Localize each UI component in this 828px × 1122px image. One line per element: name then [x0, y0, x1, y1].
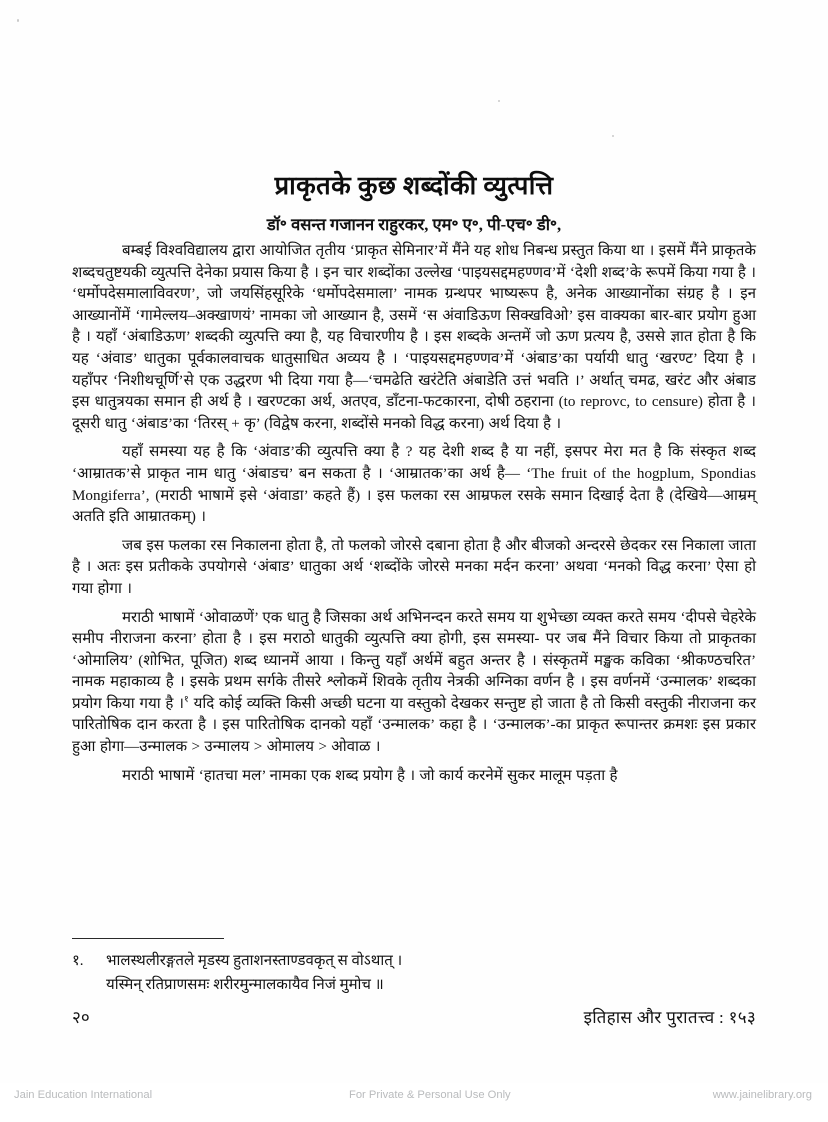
- body-text-column: [72, 241, 756, 787]
- footnote-line: [72, 949, 756, 973]
- paragraph: जब इस फलका रस निकालना होता है, तो फलको जोरसे दबाना होता है और बीजको अन्दरसे छेदकर रस निकाला जाता है । अतः इस प्रतीकके उपयोगसे ‘अंबाड’ धातुका अर्थ ‘शब्दोंके जोरसे मनका मर्दन करना’ अथवा ‘मनको विद्ध करना’ ऐसा हो गया होगा ।: [72, 537, 756, 597]
- paragraph: मराठी भाषामें ‘हातचा मल’ नामका एक शब्द प्रयोग है । जो कार्य करनेमें सुकर मालूम पड़ता है: [122, 767, 618, 784]
- paragraph: बम्बई विश्वविद्यालय द्वारा आयोजित तृतीय ‘प्राकृत सेमिनार’में मैंने यह शोध निबन्ध प्रस्तुत किया था । इसमें मैंने प्राकृतके शब्दचतुष्टयकी व्युत्पत्ति देनेका प्रयास किया है । इन चार शब्दोंका उल्लेख ‘पाइयसद्दमहण्णव’में ‘देशी शब्द’के रूपमें किया गया है । ‘धर्मोपदेसमालाविवरण’, जो जयसिंहसूरिके ‘धर्मोपदेसमाला’ नामक ग्रन्थपर भाष्यरूप है, अनेक आख्यानोंका संग्रह है । इन आख्यानोंमें ‘गामेल्लय–अक्खाणयं’ नामका जो आख्यान है, उसमें ‘स अंवाडिऊण सिक्खविओ’ इस वाक्यका बार-बार प्रयोग हुआ है । यहाँ ‘अंबाडिऊण’ शब्दकी व्युत्पत्ति क्या है, यह विचारणीय है । इस शब्दके अन्तमें जो ऊण प्रत्यय है, उससे ज्ञात होता है कि यह ‘अंवाड’ धातुका पूर्वकालवाचक धातुसाधित अव्यय है । ‘पाइयसद्दमहण्णव’में ‘अंबाड’का पर्यायी धातु ‘खरण्ट’ दिया है । यहाँपर ‘निशीथचूर्णि’से एक उद्धरण भी दिया गया है—‘चमढेति खरंटेति अंबाडेति उत्तं भवति ।’ अर्थात् चमढ, खरंट और अंबाड इस धातुत्रयका समान ही अर्थ है । खरण्टका अर्थ, अतएव, डाँटना-फटकारना, दोषी ठहराना (to reprovc, to censure) होता है । दूसरी धातु ‘अंबाड’का ‘तिरस् + कृ’ (विद्वेष करना, शब्दोंसे मनको विद्ध करना) अर्थ दिया है ।: [72, 243, 756, 432]
- author-byline: डॉ॰ वसन्त गजानन राहुरकर, एम॰ ए॰, पी-एच॰ डी॰,: [266, 214, 562, 234]
- scan-speck: [612, 135, 614, 137]
- paragraph: [72, 608, 756, 759]
- page-footer: [72, 1005, 756, 1028]
- scan-source-label: Jain Education International: [14, 1089, 153, 1101]
- running-title: इतिहास और पुरातत्त्व : १५३: [583, 1008, 756, 1027]
- footnote-block: [72, 949, 756, 997]
- paragraph-segment-after-marker: यदि कोई व्यक्ति किसी अच्छी घटना या वस्तुको देखकर सन्तुष्ट हो जाता है तो किसी वस्तुकी नीराजना कर पारितोषिक दान करता है । इस पारितोषिक दानको यहाँ ‘उन्मालक’ कहा है । ‘उन्मालक’-का प्राकृत रूपान्तर क्रमशः इस प्रकार हुआ होगा—उन्मालक > उन्मालय > ओमालय > ओवाळ ।: [72, 695, 756, 756]
- scan-speck: [17, 19, 19, 22]
- footnote-text-line-2: यस्मिन् रतिप्राणसमः शरीरमुन्मालकायैव निजं मुमोच ॥: [106, 977, 384, 993]
- footnote-reference-marker: १: [183, 694, 189, 705]
- paragraph: यहाँ समस्या यह है कि ‘अंवाड’की व्युत्पत्ति क्या है ? यह देशी शब्द है या नहीं, इसपर मेरा मत है कि संस्कृत शब्द ‘आम्रातक’से प्राकृत नाम धातु ‘अंबाडच’ बन सकता है । ‘आम्रातक’का अर्थ है— ‘The fruit of the hogplum, Spondias Mongiferra’, (मराठी भाषामें इसे ‘अंवाडा’ कहते हैं) । इस फलका रस आम्रफल रसके समान दिखाई देता है (देखिये—आम्रम् अतति इति आम्रातकम्) ।: [72, 444, 756, 526]
- scan-watermark-bar: [0, 1083, 828, 1122]
- page-title: प्राकृतके कुछ शब्दोंकी व्युत्पत्ति: [274, 171, 554, 200]
- folio-number: २०: [72, 1008, 90, 1027]
- scan-usage-notice: For Private & Personal Use Only: [349, 1089, 511, 1101]
- footnote-number: १.: [72, 953, 84, 969]
- footnote-separator-rule: [72, 938, 224, 939]
- title-block: [72, 170, 756, 235]
- footnote-text-line-1: भालस्थलीरङ्गतले मृडस्य हुताशनस्ताण्डवकृत् स वोऽथात् ।: [106, 953, 403, 969]
- paragraph-segment: मराठी भाषामें ‘ओवाळणें’ एक धातु है जिसका अर्थ अभिनन्दन करते समय या शुभेच्छा व्यक्त करते समय ‘दीपसे चेहरेके समीप नीराजना करना’ होता है । इस मराठो धातुकी व्युत्पत्ति क्या होगी, इस समस्या- पर जब मैंने विचार किया तो प्राकृतका ‘ओमालिय’ (शोभित, पूजित) शब्द ध्यानमें आया । किन्तु यहाँ अर्थमें बहुत अन्तर है । संस्कृतमें मङ्खक कविका ‘श्रीकण्ठचरित’ नामक महाकाव्य है । इसके प्रथम सर्गके तीसरे श्लोकमें शिवके तृतीय नेत्रकी अग्निका वर्णन है । इस वर्णनमें ‘उन्मालक’ शब्दका प्रयोग किया गया है ।: [72, 609, 756, 712]
- scan-speck: [498, 100, 500, 102]
- scan-website-url[interactable]: www.jainelibrary.org: [712, 1089, 812, 1101]
